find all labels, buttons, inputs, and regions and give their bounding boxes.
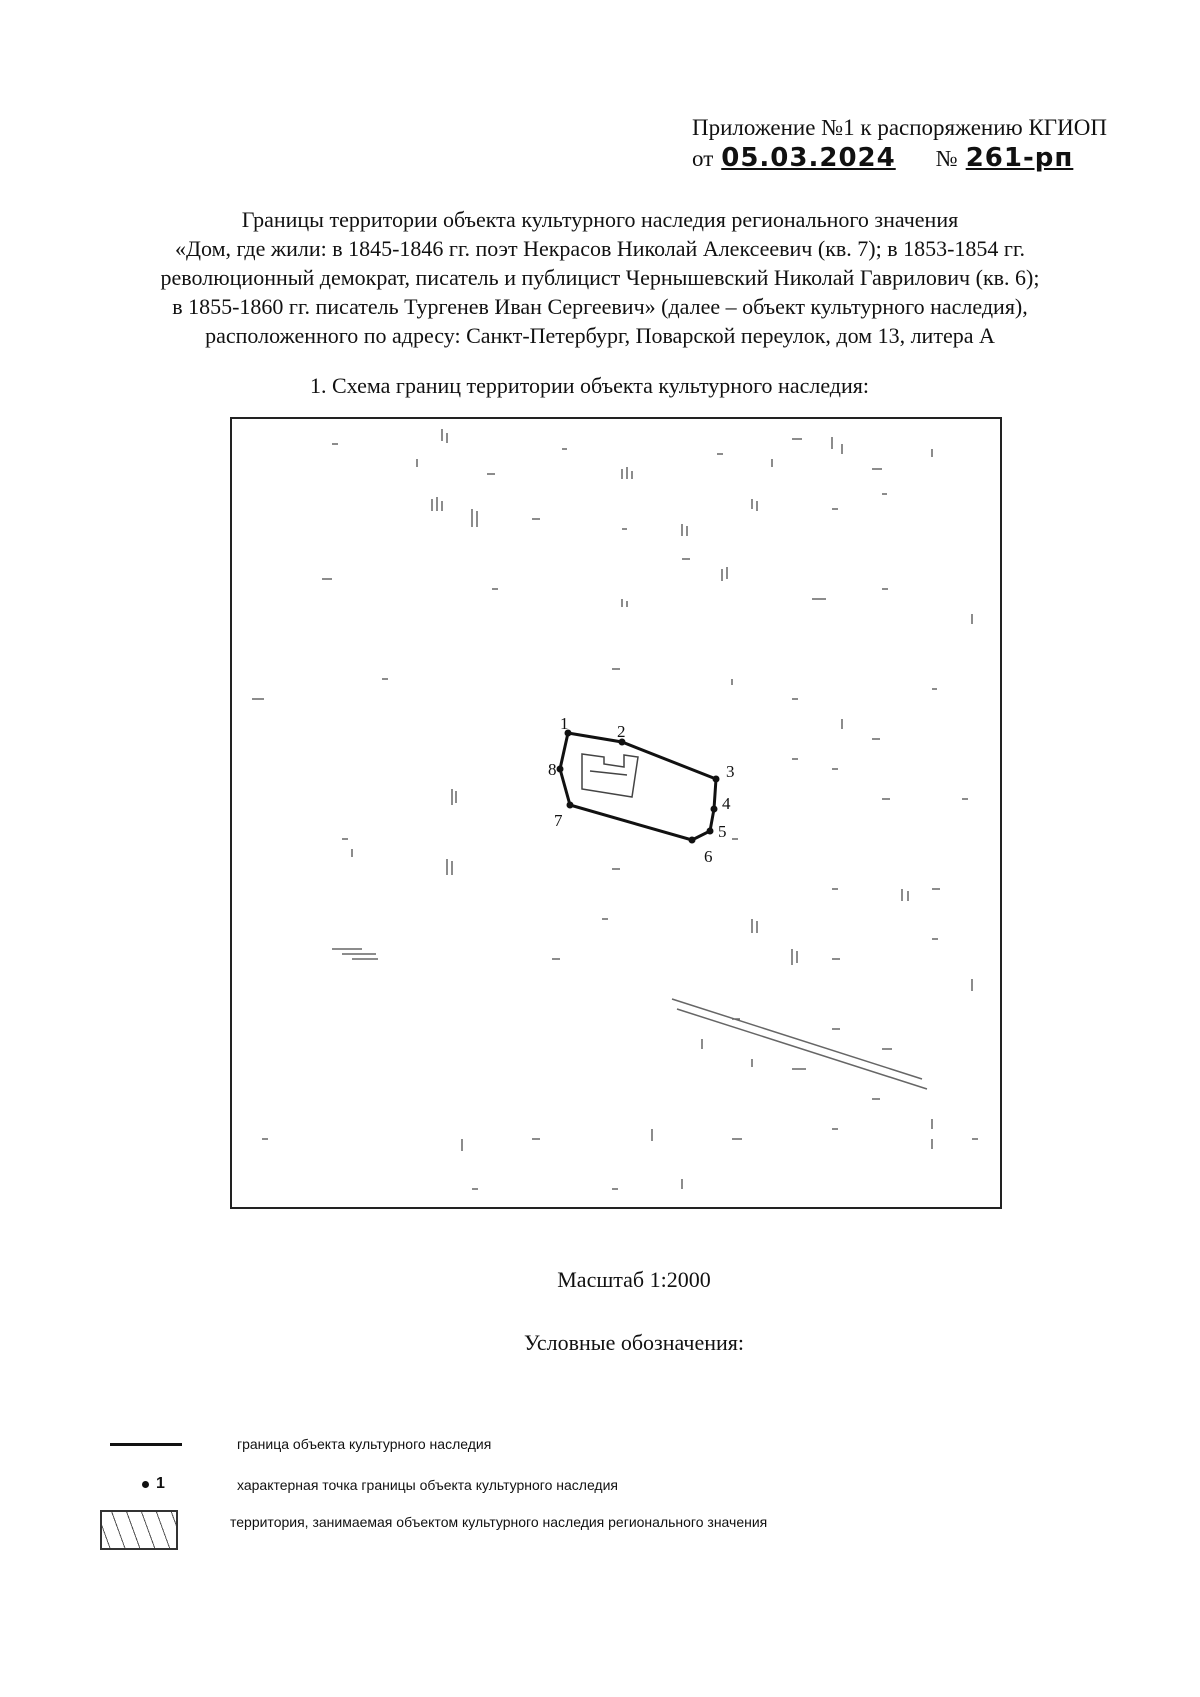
boundary-line bbox=[560, 733, 716, 840]
map-scale: Масштаб 1:2000 bbox=[557, 1267, 711, 1292]
legend-boundary bbox=[0, 1432, 1200, 1456]
title-line: Границы территории объекта культурного наследия регионального значения bbox=[241, 207, 959, 232]
title-line: «Дом, где жили: в 1845-1846 гг. поэт Некрасов Николай Алексеевич (кв. 7); в 1853-1854 гг. bbox=[174, 236, 1025, 261]
appendix-line: Приложение №1 к распоряжению КГИОП bbox=[692, 115, 1107, 140]
legend-point-symbol: 1 bbox=[100, 1473, 180, 1497]
point-label: 8 bbox=[548, 760, 557, 779]
point-labels bbox=[548, 714, 735, 866]
building-footprint bbox=[582, 754, 638, 797]
map-canvas bbox=[232, 419, 1000, 1207]
order-line bbox=[692, 143, 1162, 174]
point-label: 5 bbox=[718, 822, 727, 841]
ot-label: от bbox=[692, 146, 714, 171]
number-label: № bbox=[935, 146, 958, 171]
legend-territory bbox=[0, 1510, 1200, 1534]
legend-label: граница объекта культурного наследия bbox=[237, 1436, 492, 1452]
point-label: 1 bbox=[560, 714, 569, 733]
point-label: 3 bbox=[726, 762, 735, 781]
point-label: 6 bbox=[704, 847, 713, 866]
legend-label: территория, занимаемая объектом культурного наследия регионального значения bbox=[230, 1514, 768, 1530]
legend-line-symbol bbox=[100, 1432, 180, 1456]
title-line: в 1855-1860 гг. писатель Тургенев Иван Сергеевич» (далее – объект культурного наследия), bbox=[172, 294, 1028, 319]
legend-hatch-symbol bbox=[100, 1510, 180, 1534]
point-label: 4 bbox=[722, 794, 731, 813]
order-date: 05.03.2024 bbox=[721, 143, 896, 173]
order-number: 261-рп bbox=[965, 143, 1074, 173]
title-line: революционный демократ, писатель и публицист Чернышевский Николай Гаврилович (кв. 6); bbox=[160, 265, 1040, 290]
legend-heading: Условные обозначения: bbox=[523, 1330, 745, 1355]
boundary-map bbox=[230, 417, 1002, 1209]
document-title bbox=[100, 205, 1100, 350]
boundary-points bbox=[557, 730, 720, 844]
point-label: 7 bbox=[554, 811, 563, 830]
document-header bbox=[692, 113, 1162, 174]
point-label: 2 bbox=[617, 722, 626, 741]
map-background-marks bbox=[252, 429, 978, 1189]
legend-label: характерная точка границы объекта культурного наследия bbox=[237, 1477, 618, 1493]
section-heading: 1. Схема границ территории объекта культурного наследия: bbox=[310, 373, 870, 398]
title-line: расположенного по адресу: Санкт-Петербург, Поварской переулок, дом 13, литера А bbox=[205, 323, 995, 348]
legend-point bbox=[0, 1473, 1200, 1497]
